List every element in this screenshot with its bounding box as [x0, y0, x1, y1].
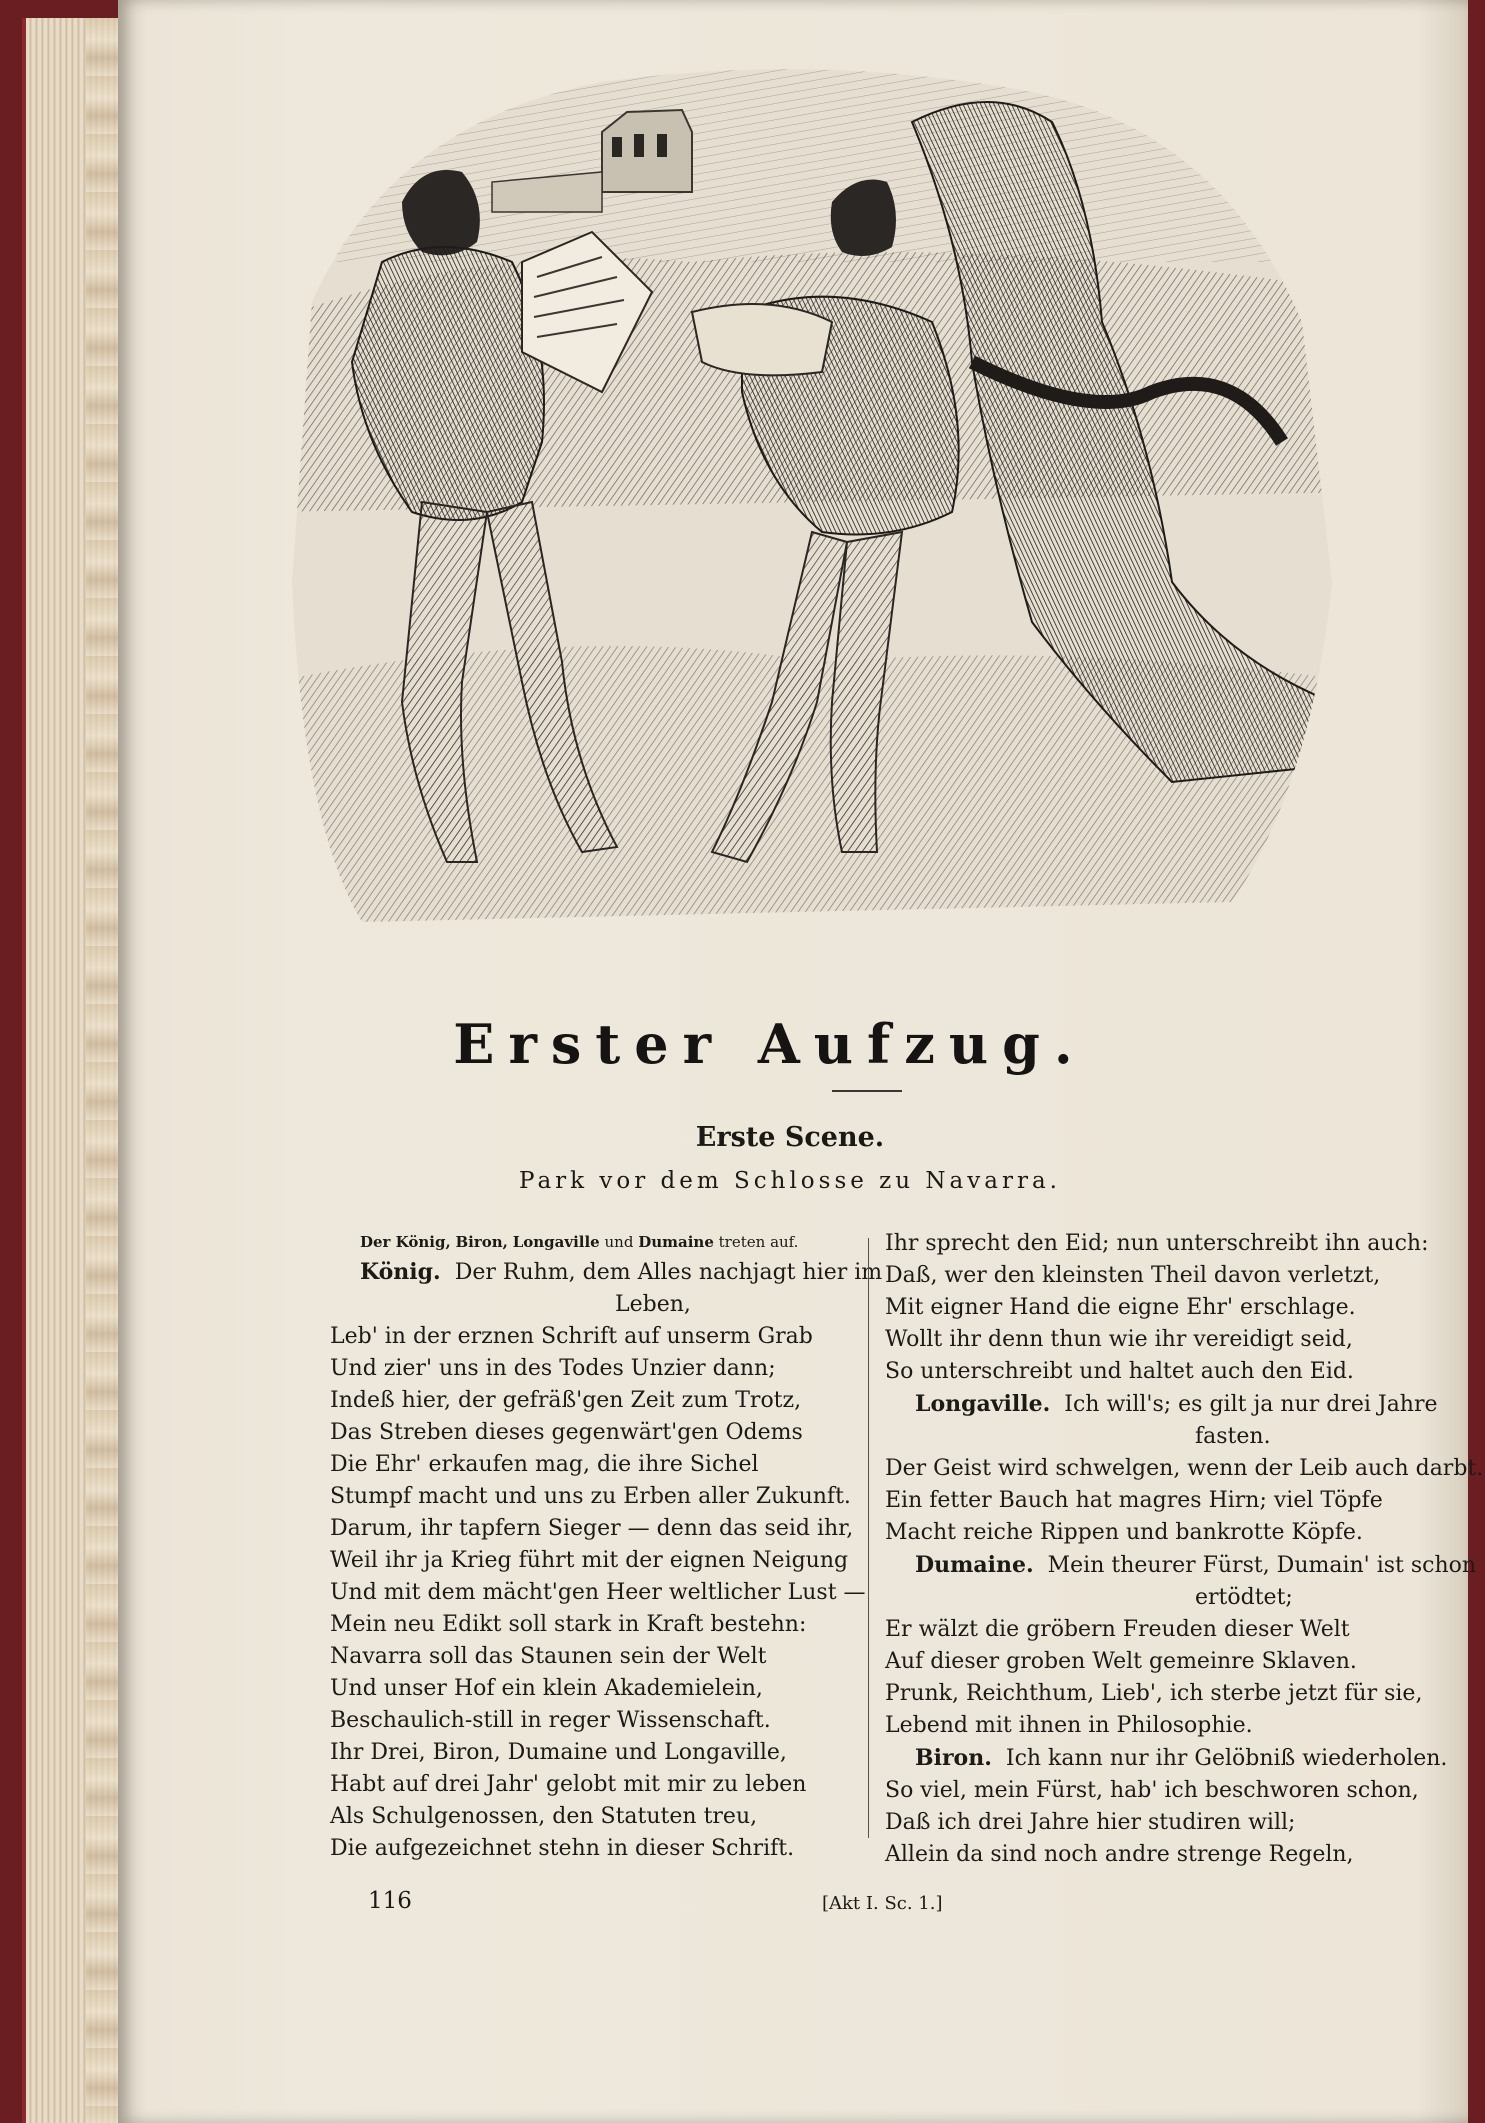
verse-line: Ein fetter Bauch hat magres Hirn; viel Töpfe — [885, 1488, 1383, 1513]
page-number: 116 — [368, 1888, 412, 1914]
verse-line: Ihr sprecht den Eid; nun unterschreibt ihn auch: — [885, 1231, 1429, 1256]
scene-setting: Park vor dem Schlosse zu Navarra. — [519, 1168, 1061, 1194]
verse-line: So unterschreibt und haltet auch den Eid. — [885, 1359, 1354, 1384]
verse-line: Macht reiche Rippen und bankrotte Köpfe. — [885, 1520, 1363, 1545]
scene-title: Erste Scene. — [695, 1122, 885, 1153]
verse-line: Stumpf macht und uns zu Erben aller Zukunft. — [330, 1484, 851, 1509]
verse-line: Habt auf drei Jahr' gelobt mit mir zu leben — [330, 1772, 807, 1797]
column-divider — [868, 1238, 869, 1838]
verse-line: So viel, mein Fürst, hab' ich beschworen schon, — [885, 1778, 1419, 1803]
verse-line: Und mit dem mächt'gen Heer weltlicher Lust — — [330, 1580, 866, 1605]
speech-line: Dumaine. Mein theurer Fürst, Dumain' ist schon — [915, 1552, 1477, 1578]
verse-line: Wollt ihr denn thun wie ihr vereidigt seid, — [885, 1327, 1353, 1352]
verse-line: Als Schulgenossen, den Statuten treu, — [330, 1804, 758, 1829]
speech-line: Biron. Ich kann nur ihr Gelöbniß wiederholen. — [915, 1745, 1448, 1771]
verse-line: Und zier' uns in des Todes Unzier dann; — [330, 1356, 776, 1381]
verse-line: Die Ehr' erkaufen mag, die ihre Sichel — [330, 1452, 759, 1477]
verse-line: Daß, wer den kleinsten Theil davon verletzt, — [885, 1263, 1381, 1288]
verse-line: Indeß hier, der gefräß'gen Zeit zum Trotz, — [330, 1388, 802, 1413]
verse-line: Die aufgezeichnet stehn in dieser Schrift. — [330, 1836, 795, 1861]
act-scene-reference: [Akt I. Sc. 1.] — [822, 1893, 943, 1914]
verse-line: Ihr Drei, Biron, Dumaine und Longaville, — [330, 1740, 787, 1765]
verse-line: Auf dieser groben Welt gemeinre Sklaven. — [885, 1649, 1357, 1674]
speech-line: Longaville. Ich will's; es gilt ja nur drei Jahre — [915, 1391, 1438, 1417]
verse-line: Leb' in der erznen Schrift auf unserm Grab — [330, 1324, 813, 1349]
verse-line: Das Streben dieses gegenwärt'gen Odems — [330, 1420, 803, 1445]
verse-line: Darum, ihr tapfern Sieger — denn das seid ihr, — [330, 1516, 854, 1541]
speech-line: König. Der Ruhm, dem Alles nachjagt hier im — [360, 1259, 883, 1285]
verse-line: Navarra soll das Staunen sein der Welt — [330, 1644, 767, 1669]
speaker-name: Biron. — [915, 1745, 992, 1771]
verse-line: Er wälzt die gröbern Freuden dieser Welt — [885, 1617, 1350, 1642]
verse-line: Und unser Hof ein klein Akademielein, — [330, 1676, 763, 1701]
verse-line: Prunk, Reichthum, Lieb', ich sterbe jetzt für sie, — [885, 1681, 1423, 1706]
illustration-scene — [272, 62, 1362, 952]
speaker-name: Longaville. — [915, 1391, 1051, 1417]
verse-line: Beschaulich-still in reger Wissenschaft. — [330, 1708, 771, 1733]
verse-line: Lebend mit ihnen in Philosophie. — [885, 1713, 1253, 1738]
speaker-name: Dumaine. — [915, 1552, 1034, 1578]
verse-line: Mein neu Edikt soll stark in Kraft bestehn: — [330, 1612, 807, 1637]
act-title: Erster Aufzug. — [453, 1012, 1087, 1076]
right-text-column — [885, 1228, 1484, 1871]
verse-line: Daß ich drei Jahre hier studiren will; — [885, 1810, 1296, 1835]
verse-line: Weil ihr ja Krieg führt mit der eignen Neigung — [330, 1548, 849, 1573]
verse-line: fasten. — [1195, 1424, 1271, 1449]
verse-line: Mit eigner Hand die eigne Ehr' erschlage. — [885, 1295, 1356, 1320]
engraving-illustration — [272, 62, 1362, 952]
verse-line: Leben, — [615, 1292, 691, 1317]
title-divider — [832, 1090, 902, 1092]
left-text-column — [330, 1228, 883, 1865]
stage-direction: Der König, Biron, Longaville und Dumaine treten auf. — [360, 1233, 799, 1251]
verse-line: Der Geist wird schwelgen, wenn der Leib auch darbt. — [885, 1456, 1484, 1481]
speaker-name: König. — [360, 1259, 441, 1285]
verse-line: ertödtet; — [1195, 1585, 1293, 1610]
verse-line: Allein da sind noch andre strenge Regeln, — [885, 1842, 1354, 1867]
